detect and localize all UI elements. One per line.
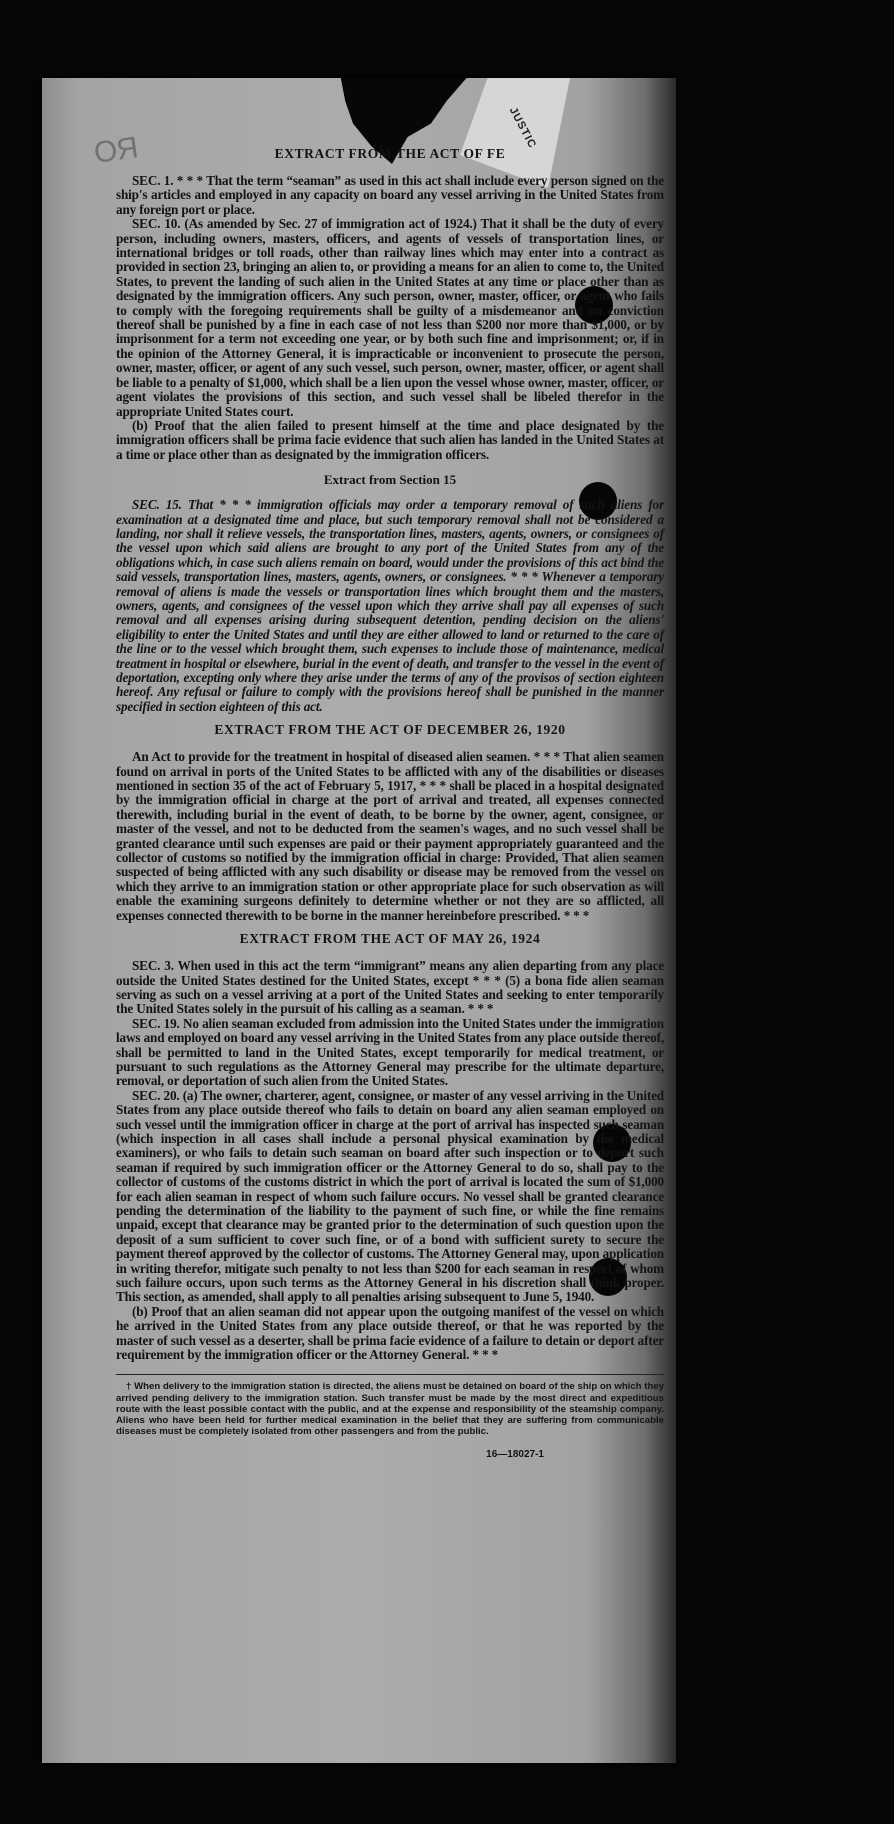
heading-act-february: EXTRACT FROM THE ACT OF FE: [274, 146, 506, 161]
act-1924-sec-20-paragraph: SEC. 20. (a) The owner, charterer, agent, consignee, or master of any vessel arriving in the United States from any place outside thereof who fails to detain on board any alien seaman employed on such vessel until the immigration officer in charge at the port of arrival has inspected such seaman (which inspection in all cases shall include a personal physical examination by the medical examiners), or who fails to detain such seaman on board after such inspection or to deport such seaman if required by such immigration officer or the Attorney General to do so, shall pay to the collector of customs of the customs district in which the port of arrival is located the sum of $1,000 for each alien seaman in respect of whom such failure occurs. No vessel shall be granted clearance pending the determination of the liability to the payment of such fine, or while the fine remains unpaid, except that clearance may be granted prior to the determination of such question upon the deposit of a sum sufficient to cover such fine, or of a bond with sufficient surety to secure the payment thereof approved by the collector of customs. The Attorney General may, upon application in writing therefor, mitigate such penalty to not less than $200 for each seaman in respect of whom such failure occurs, upon such terms as the Attorney General in his discretion shall think proper. This section, as amended, shall apply to all penalties arising subsequent to June 5, 1940.: [116, 1087, 664, 1305]
document-number: 16—18027-1: [486, 1449, 544, 1461]
document-page: [42, 78, 676, 1763]
act-1924-sec-20b-paragraph: (b) Proof that an alien seaman did not appear upon the outgoing manifest of the vessel on which he arrived in the United States from any place outside thereof, or that he was reported by the master of such vessel as a deserter, shall be prima facie evidence of a failure to detain or deport after requirement by the immigration officer or the Attorney General. * * *: [116, 1303, 664, 1363]
faded-stamp-mark: ОЯ: [91, 131, 141, 170]
heading-act-may-1924: EXTRACT FROM THE ACT OF MAY 26, 1924: [239, 931, 541, 947]
document-body: [116, 146, 664, 1460]
footnote-divider: [116, 1374, 664, 1375]
act-1924-sec-19-paragraph: SEC. 19. No alien seaman excluded from admission into the United States under the immigration laws and employed on board any vessel arriving in the United States from any place outside thereof, shall be permitted to land in the United States, except temporarily for medical treatment, or pursuant to such regulations as the Attorney General may prescribe for the ultimate departure, removal, or deportation of such alien from the United States.: [116, 1015, 664, 1089]
flap-stamp-text: JUSTIC: [506, 105, 539, 151]
act-1924-sec-3-paragraph: SEC. 3. When used in this act the term “immigrant” means any alien departing from any place outside the United States destined for the United States, except * * * (5) a bona fide alien seaman serving as such on a vessel arriving at a port of the United States and seeking to enter temporarily the United States solely in the pursuit of his calling as a seaman. * * *: [116, 958, 664, 1017]
heading-section-15: Extract from Section 15: [323, 472, 457, 488]
act-1920-paragraph: An Act to provide for the treatment in hospital of diseased alien seamen. * * * That alien seamen found on arrival in ports of the United States to be afflicted with any of the disabilities or diseases mentioned in section 35 of the act of February 5, 1917, * * * shall be placed in a hospital designated by the immigration official in charge at the port of arrival and treated, all expenses connected therewith, including burial in the event of death, to be borne by the owner, agent, consignee, or master of the vessel, and not to be deducted from the seamen's wages, and no such vessel shall be granted clearance until such expenses are paid or their payment appropriately guaranteed and the collector of customs so notified by the immigration official in charge: Provided, That alien seamen suspected of being afflicted with any such disability or disease may be removed from the vessel on which they arrive to an immigration station or other appropriate place for such observation as will enable the examining surgeons definitely to determine whether or not they are so afflicted, all expenses connected therewith to be borne in the manner hereinbefore prescribed. * * *: [116, 749, 664, 923]
section-10-paragraph: SEC. 10. (As amended by Sec. 27 of immigration act of 1924.) That it shall be the duty of every person, including owners, masters, officers, and agents of vessels of transportation lines, or international bridges or toll roads, other than railway lines which may enter into a contract as provided in section 23, bringing an alien to, or providing a means for an alien to come to, the United States, to prevent the landing of such alien in the United States at any time or place other than as designated by the immigration officers. Any such person, owner, master, officer, or agent who fails to comply with the foregoing requirements shall be guilty of a misdemeanor and on conviction thereof shall be punished by a fine in each case of not less than $200 nor more than $1,000, or by imprisonment for a term not exceeding one year, or by both such fine and imprisonment; or, if in the opinion of the Attorney General, it is impracticable or inconvenient to prosecute the person, owner, master, officer, or agent of any such vessel, such person, owner, master, officer, or agent shall be liable to a penalty of $1,000, which shall be a lien upon the vessel whose owner, master, officer, or agent violates the provisions of this section, and such vessel shall be libeled therefor in the appropriate United States court.: [116, 216, 664, 419]
footnote-text: † When delivery to the immigration station is directed, the aliens must be detained on board of the ship on which they arrived pending delivery to the immigration station. Such transfer must be made by the most direct and expeditious route with the least possible contact with the public, and at the expense and responsibility of the steamship company. Aliens who have been held for further medical examination in the belief that they are suffering from communicable diseases must be completely isolated from other passengers and from the public.: [116, 1381, 664, 1438]
section-15-paragraph: SEC. 15. That * * * immigration officials may order a temporary removal of such aliens for examination at a designated time and place, but such temporary removal shall not be considered a landing, nor shall it relieve vessels, the transportation lines, masters, agents, owners, or consignees of the vessel upon which said aliens are brought to any port of the United States from any of the obligations which, in case such aliens remain on board, would under the provisions of this act bind the said vessels, transportation lines, masters, agents, owners, or consignees. * * * Whenever a temporary removal of aliens is made the vessels or transportation lines which brought them and the masters, owners, agents, and consignees of the vessel upon which they arrive shall pay all expenses of such removal and all expenses arising during subsequent detention, pending decision on the aliens' eligibility to enter the United States and until they are either allowed to land or returned to the care of the line or to the vessel which brought them, such expenses to include those of maintenance, medical treatment in hospital or elsewhere, burial in the event of death, and transfer to the vessel in the event of deportation, excepting only where they arise under the terms of any of the provisos of section eighteen hereof. Any refusal or failure to comply with the provisions hereof shall be punished in the manner specified in section eighteen of this act.: [116, 497, 664, 714]
section-10b-paragraph: (b) Proof that the alien failed to present himself at the time and place designated by the immigration officers shall be prima facie evidence that such alien has landed in the United States at a time or place other than as designated by the immigration officers.: [116, 417, 664, 462]
section-1-paragraph: SEC. 1. * * * That the term “seaman” as used in this act shall include every person signed on the ship's articles and employed in any capacity on board any vessel arriving in the United States from any foreign port or place.: [116, 173, 664, 217]
heading-act-december-1920: EXTRACT FROM THE ACT OF DECEMBER 26, 1920: [214, 722, 566, 738]
